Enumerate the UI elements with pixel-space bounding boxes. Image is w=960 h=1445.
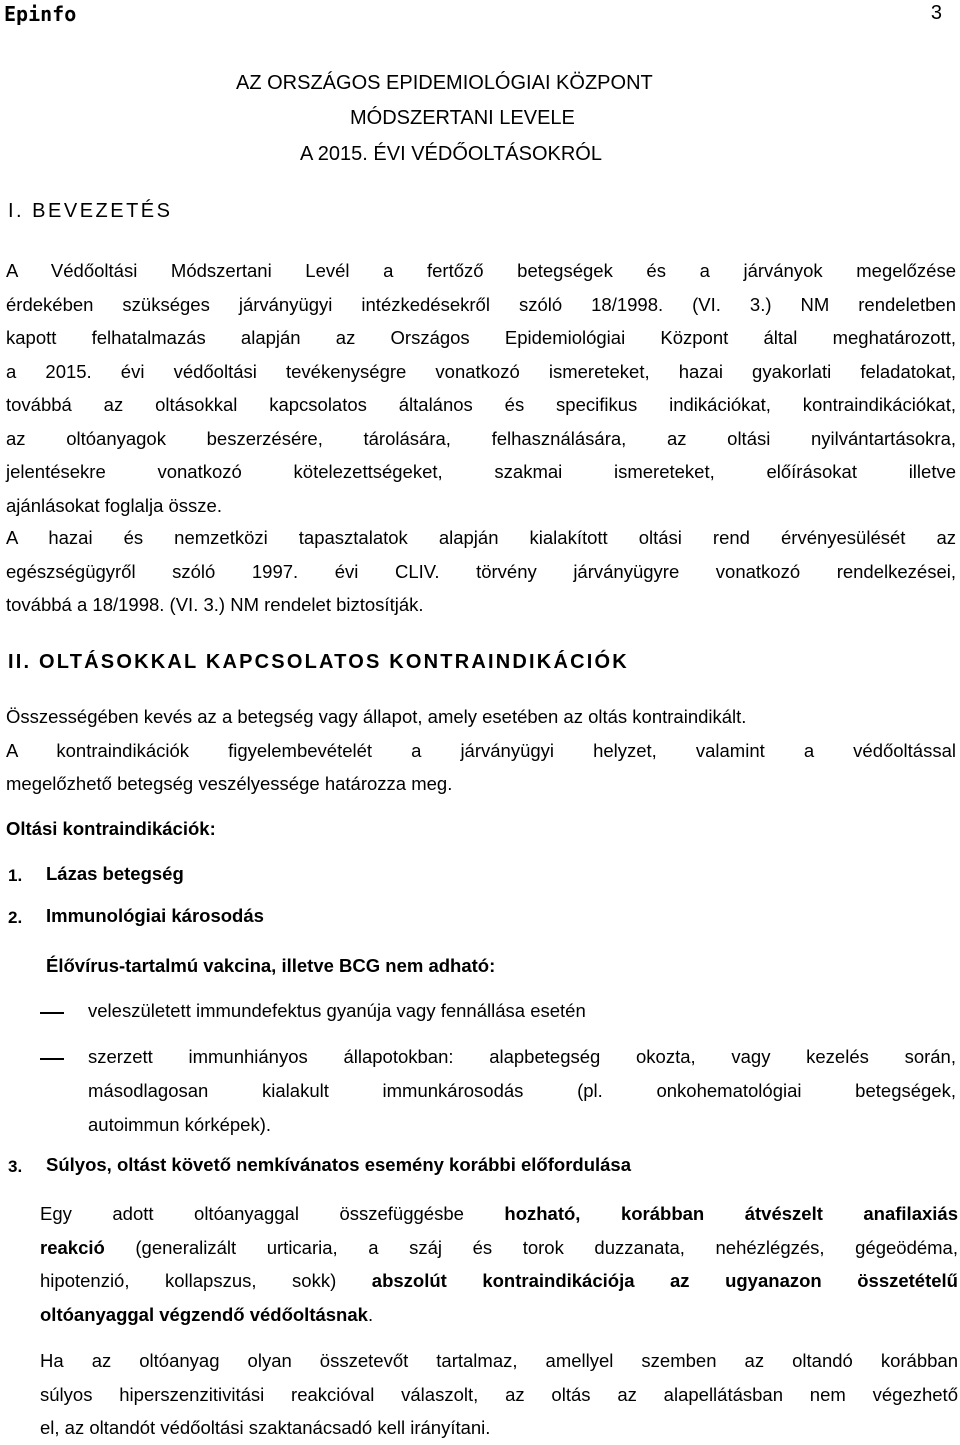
text-line [40, 1231, 958, 1265]
text-line: kapott felhatalmazás alapján az Országos Epidemiológiai Központ által meghatározott, [6, 327, 956, 348]
header-brand: Epinfo [4, 2, 77, 26]
item-fever-label: Lázas betegség [46, 863, 184, 884]
text-line: egészségügyről szóló 1997. évi CLIV. törvény járványügyre vonatkozó rendelkezései, [6, 560, 956, 582]
text-line: Összességében kevés az a betegség vagy állapot, amely esetében az oltás kontraindikált. [6, 706, 747, 727]
bold-run: oltóanyaggal végzendő védőoltásnak [40, 1303, 368, 1325]
item-number: 3. [8, 1157, 23, 1176]
bullet-dash [40, 1012, 64, 1014]
text-line [40, 1197, 958, 1231]
intro-paragraph-2 [6, 521, 956, 622]
text-line: továbbá az oltásokkal kapcsolatos általános és specifikus indikációkat, kontraindikációkat, [6, 394, 956, 415]
bullet-acquired [88, 1040, 956, 1142]
text-line: súlyos hiperszenzitivitási reakcióval válaszolt, az oltás az alapellátásban nem végezhető [40, 1383, 958, 1405]
bold-run: reakció [40, 1236, 105, 1258]
text-line: megelőzhető betegség veszélyessége határozza meg. [6, 773, 453, 794]
text-line: el, az oltandót védőoltási szaktanácsadó kell irányítani. [40, 1417, 491, 1438]
text-line: A Védőoltási Módszertani Levél a fertőző betegségek és a járványok megelőzése [6, 260, 956, 281]
text-line: veleszületett immundefektus gyanúja vagy fennállása esetén [88, 1000, 586, 1021]
text-run: Egy adott oltóanyaggal összefüggésbe [40, 1203, 505, 1224]
intro-paragraph-1 [6, 254, 956, 522]
text-line: A kontraindikációk figyelembevételét a járványügyi helyzet, valamint a védőoltással [6, 739, 956, 761]
title-line-3: A 2015. ÉVI VÉDŐOLTÁSOKRÓL [300, 143, 602, 165]
text-line: ajánlásokat foglalja össze. [6, 494, 222, 516]
text-line: autoimmun kórképek). [88, 1114, 272, 1135]
text-line: továbbá a 18/1998. (VI. 3.) NM rendelet biztosítják. [6, 594, 424, 615]
bullet-dash [40, 1058, 64, 1060]
text-line: jelentésekre vonatkozó kötelezettségeket, szakmai ismereteket, előírásokat illetve [6, 461, 956, 482]
text-line: A hazai és nemzetközi tapasztalatok alapján kialakított oltási rend érvényesülését az [6, 527, 956, 548]
bold-run: hozható, korábban átvészelt anafilaxiás [504, 1203, 958, 1224]
bullet-congenital [88, 994, 948, 1028]
text-run: . [367, 1303, 374, 1325]
live-vaccine-subheading: Élővírus-tartalmú vakcina, illetve BCG nem adható: [46, 955, 496, 976]
text-line: szerzett immunhiányos állapotokban: alapbetegség okozta, vagy kezelés során, [88, 1046, 956, 1067]
text-line: az oltóanyagok beszerzésére, tárolására, felhasználására, az oltási nyilvántartásokra, [6, 427, 956, 449]
title-line-1: AZ ORSZÁGOS EPIDEMIOLÓGIAI KÖZPONT [236, 72, 653, 94]
contraindications-title: Oltási kontraindikációk: [6, 818, 216, 839]
item-immune-label: Immunológiai károsodás [46, 905, 264, 926]
text-run: (generalizált urticaria, a száj és torok duzzanata, nehézlégzés, gégeödéma, [104, 1236, 958, 1258]
contraindication-intro [6, 700, 956, 801]
title-line-2: MÓDSZERTANI LEVELE [350, 107, 575, 129]
section-1-heading: I. BEVEZETÉS [8, 200, 173, 222]
text-line: Ha az oltóanyag olyan összetevőt tartalmaz, amellyel szemben az oltandó korábban [40, 1350, 958, 1371]
hypersensitivity-paragraph [40, 1344, 958, 1445]
item-number: 2. [8, 908, 23, 927]
section-2-heading: II. OLTÁSOKKAL KAPCSOLATOS KONTRAINDIKÁCIÓK [8, 651, 629, 673]
text-line: másodlagosan kialakult immunkárosodás (pl. onkohematológiai betegségek, [88, 1080, 956, 1101]
page-number: 3 [930, 2, 942, 24]
text-line [40, 1264, 958, 1298]
text-run: hipotenzió, kollapszus, sokk) [40, 1270, 372, 1291]
text-line: érdekében szükséges járványügyi intézkedésekről szóló 18/1998. (VI. 3.) NM rendeletben [6, 293, 956, 315]
bold-run: abszolút kontraindikációja az ugyanazon összetételű [371, 1270, 958, 1291]
text-line: a 2015. évi védőoltási tevékenységre vonatkozó ismereteket, hazai gyakorlati feladatokat, [6, 360, 956, 382]
item-adverse-event-label: Súlyos, oltást követő nemkívánatos esemény korábbi előfordulása [46, 1154, 631, 1175]
anaphylaxis-paragraph [40, 1197, 958, 1331]
item-number: 1. [8, 866, 23, 885]
text-line [40, 1298, 958, 1332]
